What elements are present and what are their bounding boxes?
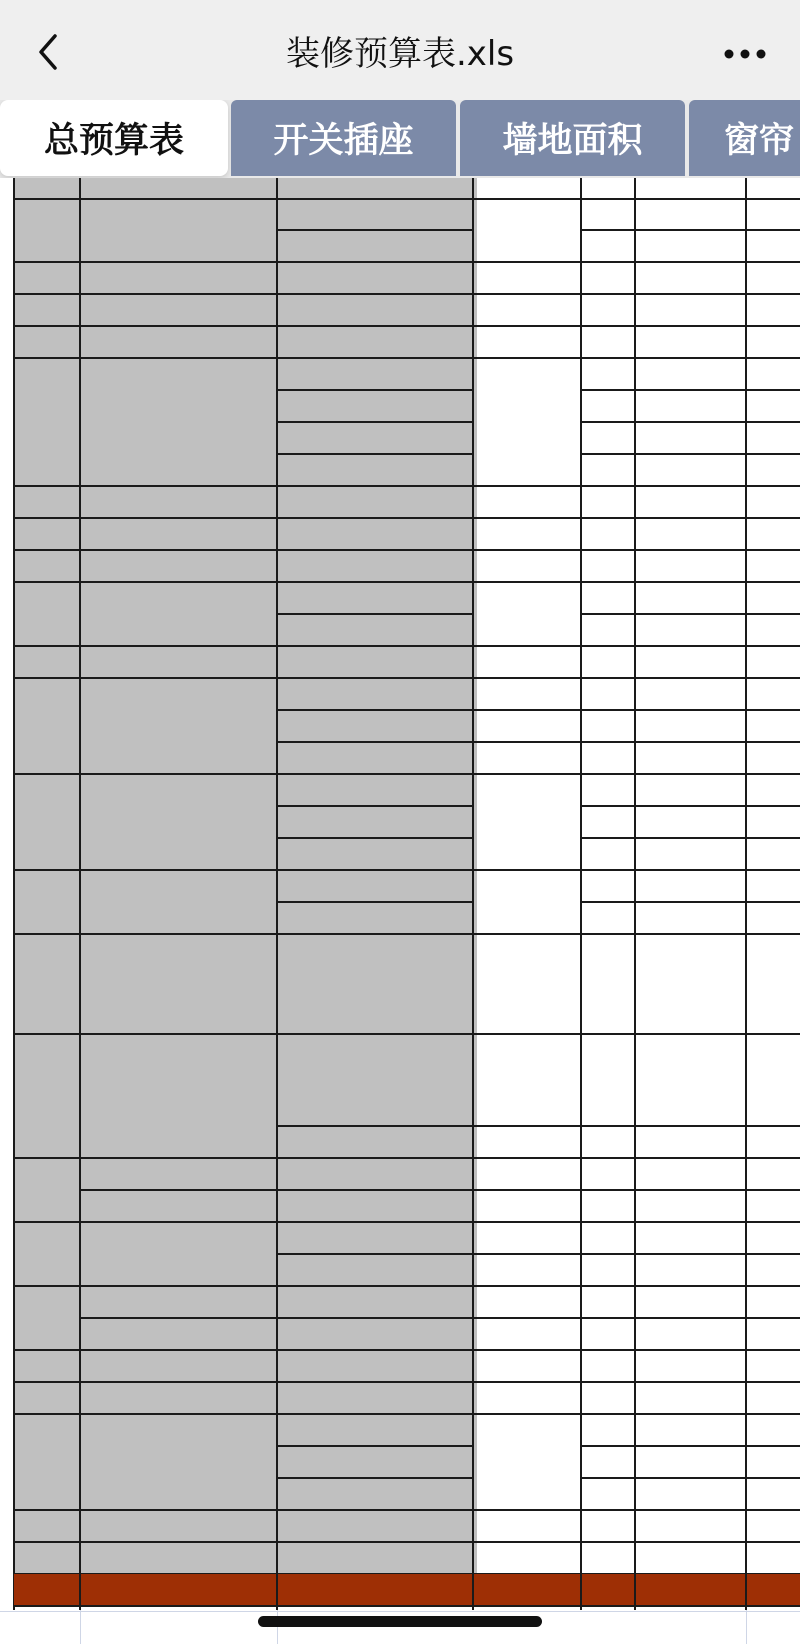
sub-row-border [80,1317,277,1319]
row-border [14,1413,800,1415]
sub-row-border [277,741,473,743]
row-border [14,325,800,327]
sub-row-border [581,837,800,839]
column-border [580,1574,582,1605]
total-row [14,1574,800,1605]
column-border [472,1574,474,1605]
column-border [79,178,81,1610]
row-border [14,293,800,295]
sub-row-border [473,709,581,711]
sub-row-border [473,1317,581,1319]
home-indicator [258,1616,542,1627]
sub-row-border [277,1125,473,1127]
row-border [14,645,800,647]
row-border [14,1509,800,1511]
sub-row-border [581,901,800,903]
column-border [276,1574,278,1605]
row-border [14,357,800,359]
row-border [14,1033,800,1035]
tab-wall-floor-area[interactable]: 墙地面积 [460,100,685,176]
sub-row-border [581,613,800,615]
file-title: 装修预算表.xls [285,34,515,74]
row-border [14,1349,800,1351]
column-border [580,178,582,1610]
sub-row-border [277,1189,473,1191]
sub-row-border [277,901,473,903]
sub-row-border [581,805,800,807]
spreadsheet-grid[interactable] [0,178,800,1644]
grid-line [0,1611,800,1612]
sub-row-border [473,1189,581,1191]
column-border [745,178,747,1610]
sub-row-border [277,389,473,391]
sub-row-border [581,421,800,423]
more-options-button[interactable] [720,34,770,74]
sub-row-border [581,1477,800,1479]
sub-row-border [277,613,473,615]
category-column [14,178,477,1577]
sub-row-border [581,1253,800,1255]
sub-row-border [473,1253,581,1255]
sub-row-border [277,1317,473,1319]
sub-row-border [581,453,800,455]
column-border [634,178,636,1610]
row-border [14,1285,800,1287]
sub-row-border [581,229,800,231]
sub-row-border [581,1445,800,1447]
row-border [14,1221,800,1223]
sub-row-border [277,229,473,231]
column-border [276,178,278,1610]
row-border [14,869,800,871]
column-border [79,1574,81,1605]
row-border [14,677,800,679]
sub-row-border [277,1253,473,1255]
column-border [472,178,474,1610]
row-border [14,261,800,263]
sub-row-border [277,837,473,839]
column-border [13,178,15,1610]
row-border [14,1381,800,1383]
sub-row-border [277,1477,473,1479]
sub-row-border [80,1189,277,1191]
tab-total-budget[interactable]: 总预算表 [0,100,228,176]
sub-row-border [277,805,473,807]
row-border [14,1157,800,1159]
row-border [14,549,800,551]
sub-row-border [581,741,800,743]
sub-row-border [277,421,473,423]
row-border [14,773,800,775]
tab-curtain[interactable]: 窗帘 [689,100,800,176]
row-border [14,1541,800,1543]
sub-row-border [581,709,800,711]
column-border [634,1574,636,1605]
sub-row-border [581,1317,800,1319]
sub-row-border [581,389,800,391]
sub-row-border [277,709,473,711]
more-dots-icon [723,48,767,60]
tab-switch-socket[interactable]: 开关插座 [231,100,456,176]
sub-row-border [277,1445,473,1447]
title-bar [0,0,800,100]
sub-row-border [473,741,581,743]
row-border [14,933,800,935]
sub-row-border [581,1125,800,1127]
row-border [14,485,800,487]
sub-row-border [277,453,473,455]
row-border [14,517,800,519]
row-border [14,581,800,583]
sub-row-border [473,1125,581,1127]
sheet-tabs [0,100,800,178]
column-border [745,1574,747,1605]
row-border [14,198,800,200]
row-border [14,1605,800,1607]
sub-row-border [581,1189,800,1191]
